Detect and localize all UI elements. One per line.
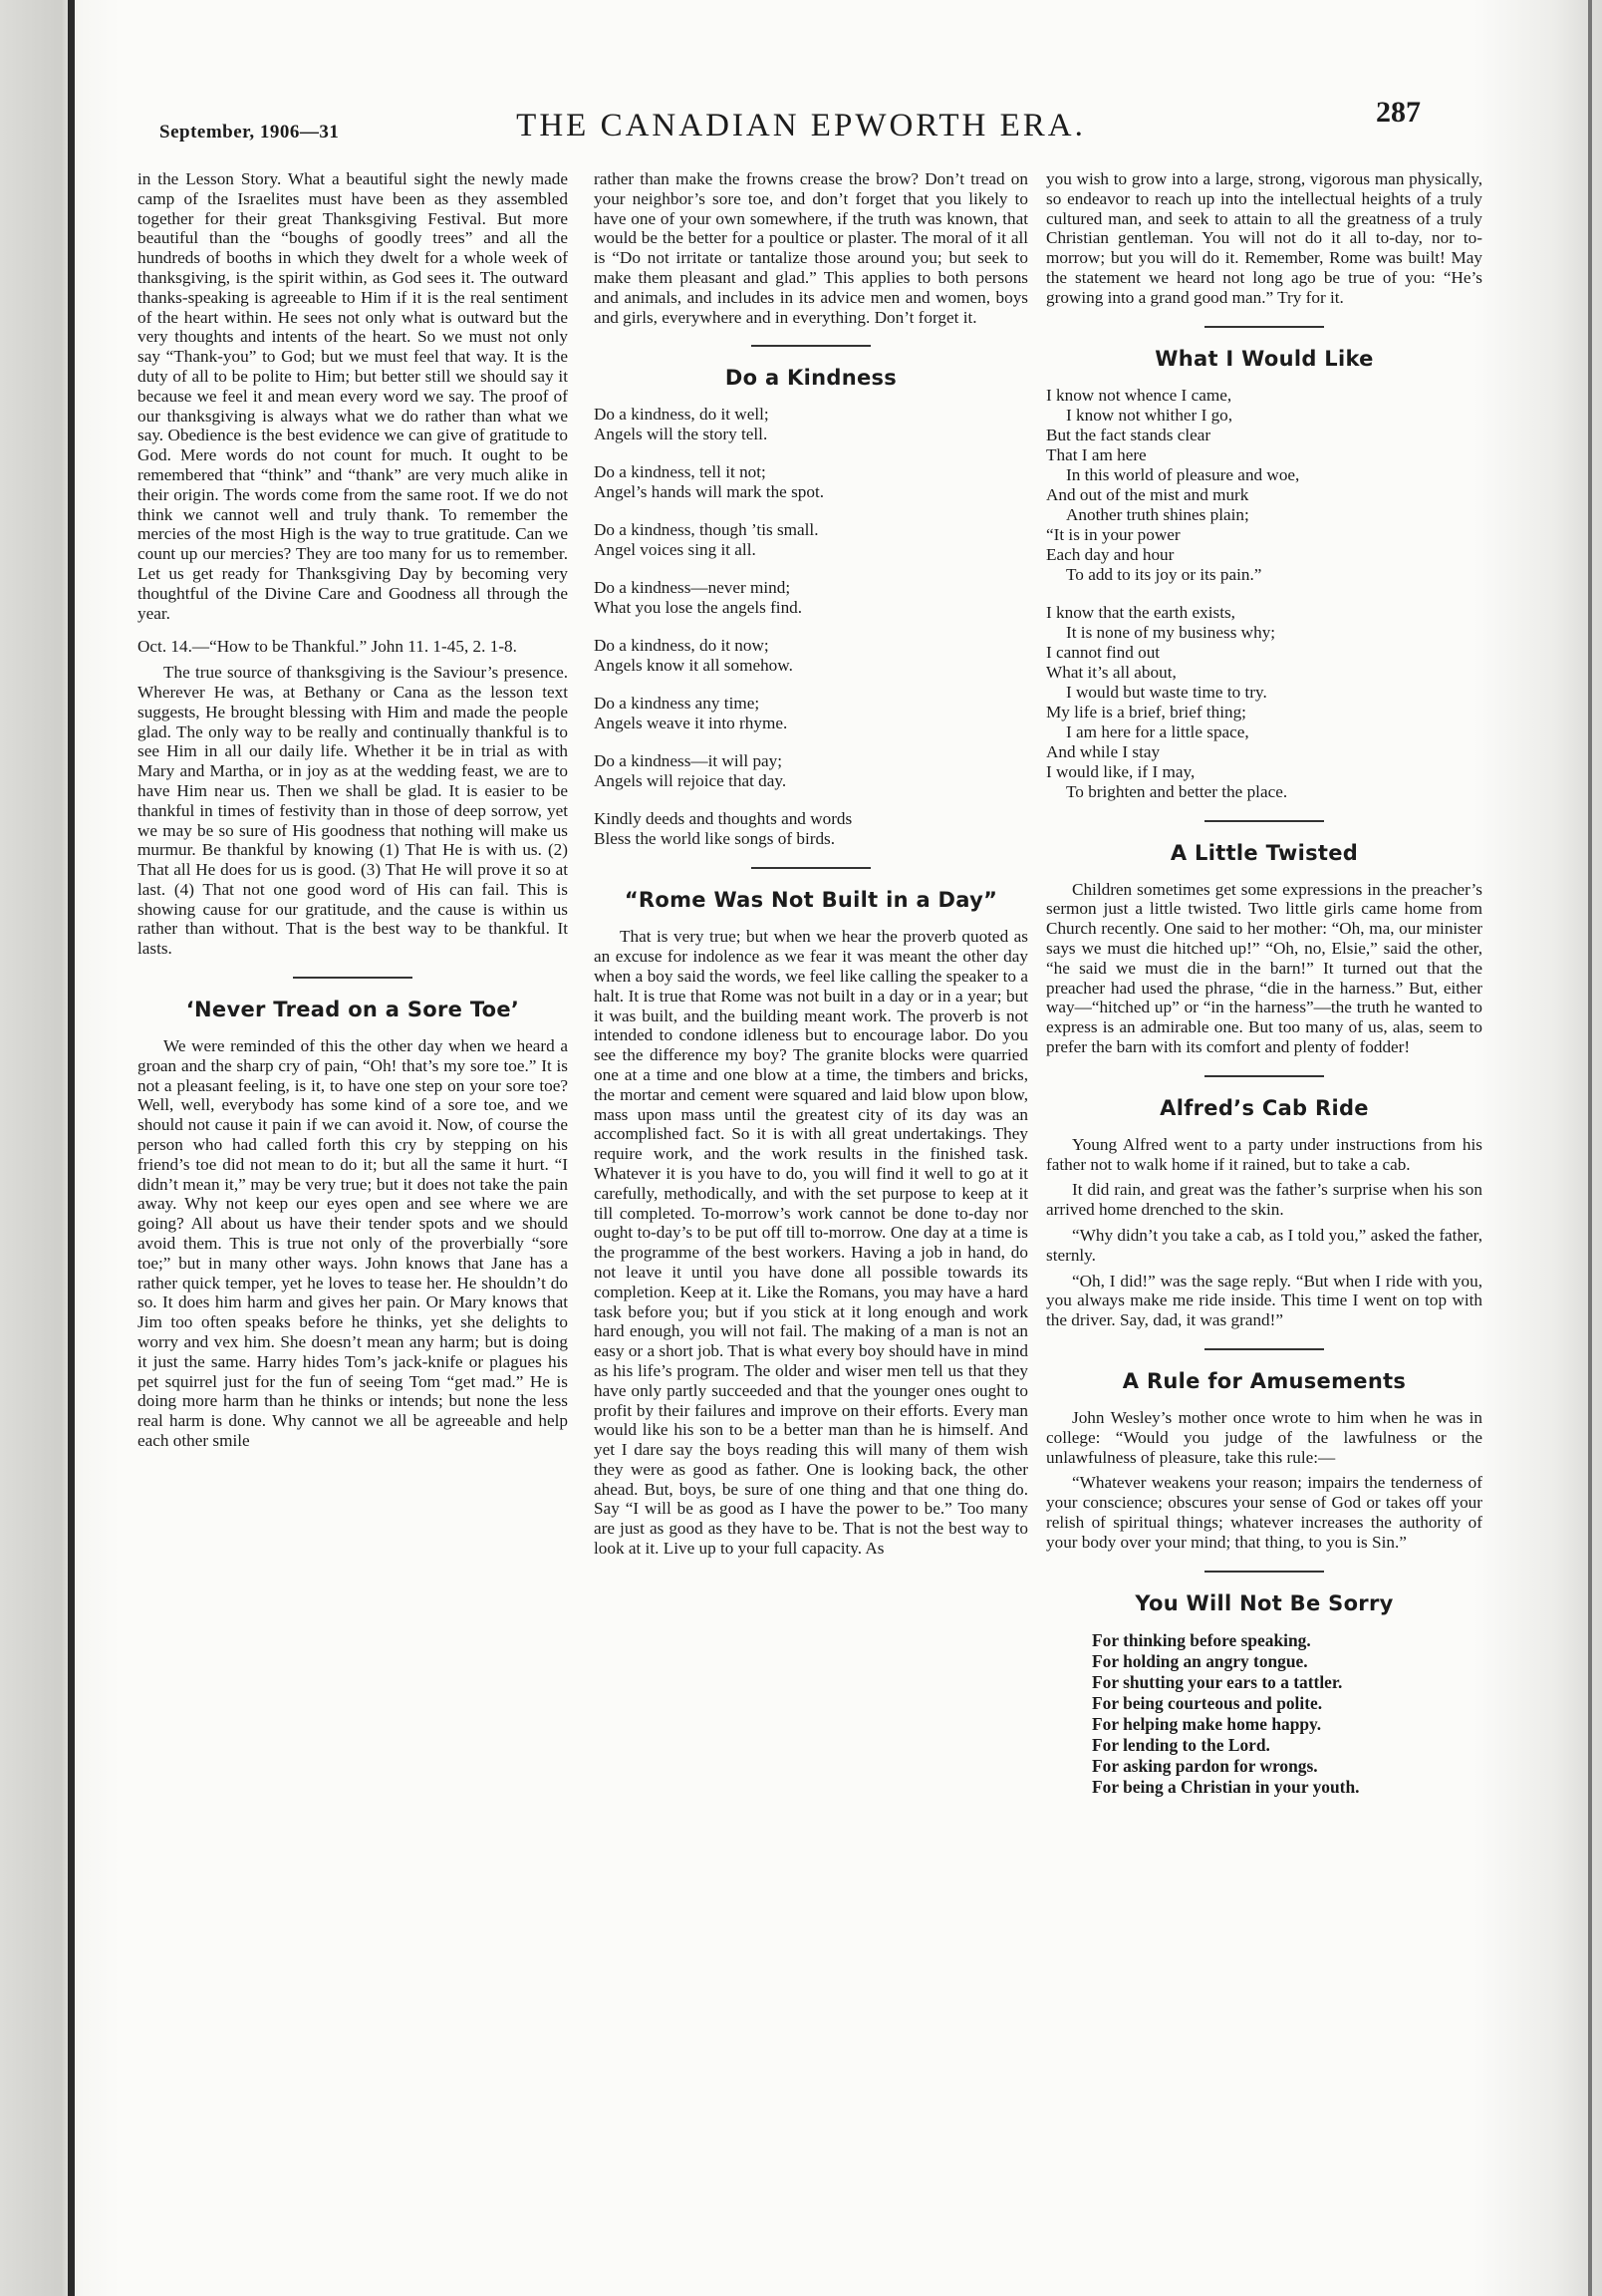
publication-title: THE CANADIAN EPWORTH ERA. <box>516 108 1086 144</box>
cab-paragraph: “Oh, I did!” was the sage reply. “But when I ride with you, you always make me ride inside. This time I went on top with the driver. Say, dad, it was grand!” <box>1046 1271 1482 1330</box>
poem-line: I know not whither I go, <box>1066 405 1233 425</box>
list-item: For being courteous and polite. <box>1092 1692 1323 1713</box>
poem-stanza <box>594 809 1028 849</box>
poem-line: Angels will the story tell. <box>594 425 768 444</box>
poem-line: And while I stay <box>1046 741 1161 761</box>
list-item: For lending to the Lord. <box>1092 1734 1270 1755</box>
issue-date: September, 1906—31 <box>159 122 340 143</box>
section-divider <box>1204 1348 1324 1350</box>
poem-line: “It is in your power <box>1046 524 1181 544</box>
list-item: For thinking before speaking. <box>1092 1629 1311 1650</box>
page-number: 287 <box>1376 96 1421 129</box>
page-edge <box>1588 0 1592 2296</box>
poem-line: My life is a brief, brief thing; <box>1046 702 1246 721</box>
binding-edge <box>68 0 75 2296</box>
lesson-heading: Oct. 14.—“How to be Thankful.” John 11. 1-45, 2. 1-8. <box>137 637 517 657</box>
poem-stanza <box>594 751 1028 791</box>
poem-line: Do a kindness, do it now; <box>594 636 769 656</box>
poem-line: I am here for a little space, <box>1066 721 1249 741</box>
poem-stanza <box>594 636 1028 676</box>
poem-stanza <box>594 694 1028 733</box>
poem-stanza <box>594 520 1028 560</box>
sore-toe-title: ‘Never Tread on a Sore Toe’ <box>185 998 520 1022</box>
poem-line: I would but waste time to try. <box>1066 682 1267 702</box>
poem-line: What you lose the angels find. <box>594 598 803 618</box>
kindness-poem <box>594 405 1028 849</box>
twisted-title: A Little Twisted <box>1170 840 1359 865</box>
poem-line: I cannot find out <box>1046 642 1161 662</box>
poem-line: What it’s all about, <box>1046 662 1177 682</box>
cab-paragraph: “Why didn’t you take a cab, as I told you,” asked the father, sternly. <box>1046 1225 1482 1265</box>
section-divider <box>751 345 871 347</box>
poem-stanza <box>594 462 1028 502</box>
poem-line: Do a kindness, tell it not; <box>594 462 766 482</box>
column-1 <box>137 169 568 1457</box>
column-2 <box>594 169 1028 1565</box>
poem-line: Bless the world like songs of birds. <box>594 829 836 849</box>
column-3 <box>1046 169 1482 1798</box>
cab-paragraph: It did rain, and great was the father’s surprise when his son arrived home drenched to the skin. <box>1046 1180 1482 1220</box>
amusements-paragraph: John Wesley’s mother once wrote to him when he was in college: “Would you judge of the lawfulness or the unlawfulness of pleasure, take this rule:— <box>1046 1407 1482 1467</box>
poem-line: Angels know it all somehow. <box>594 656 793 676</box>
list-item: For helping make home happy. <box>1092 1713 1322 1734</box>
poem-line: Kindly deeds and thoughts and words <box>594 809 853 829</box>
sore-toe-continued: rather than make the frowns crease the brow? Don’t tread on your neighbor’s sore toe, and don’t forget that you likely to have one of your own somewhere, if the truth was known, that would be the better for a poultice or plaster. The moral of it all is “Do not irritate or tantalize those around you; but seek to make them pleasant and glad.” This applies to both persons and animals, and includes in its advice men and women, boys and girls, everywhere and in everything. Don’t forget it. <box>594 169 1028 327</box>
poem-line: But the fact stands clear <box>1046 425 1211 444</box>
rome-continued: you wish to grow into a large, strong, vigorous man physically, so endeavor to reach up into the intellectual heights of a truly cultured man, and seek to attain to all the greatness of a truly Christian gentleman. You will not do it all to-day, nor to-morrow; but you will do it. Remember, Rome was built! May the statement we heard not long ago be true of you: “He’s growing into a grand good man.” Try for it. <box>1046 169 1482 307</box>
amusements-paragraph: “Whatever weakens your reason; impairs the tenderness of your conscience; obscures your sense of God or takes off your relish of spiritual things; whatever increases the authority of your body over your mind; that thing, to you is Sin.” <box>1046 1473 1482 1552</box>
poem-line: I know not whence I came, <box>1046 385 1232 405</box>
poem-stanza <box>1046 603 1482 802</box>
poem-line: Do a kindness, do it well; <box>594 405 769 425</box>
poem-stanza <box>594 405 1028 444</box>
poem-line: Angels weave it into rhyme. <box>594 714 788 733</box>
not-sorry-list <box>1046 1630 1482 1798</box>
poem-line: Angel voices sing it all. <box>594 540 756 560</box>
poem-line: I would like, if I may, <box>1046 761 1196 781</box>
poem-line: Another truth shines plain; <box>1066 504 1249 524</box>
poem-stanza <box>1046 386 1482 585</box>
lesson-paragraph: The true source of thanksgiving is the Saviour’s presence. Wherever He was, at Bethany or Cana as the lesson text suggests, He brought blessing with Him and made the people glad. The only way to be really and continually thankful is to see Him in all our daily life. Whether it be in trial as with Mary and Martha, or in joy as at the wedding feast, we are to have Him near us. Then we shall be glad. It is easier to be thankful in times of festivity than in those of deep sorrow, yet we may be so sure of His goodness that nothing will make us murmur. Be thankful by knowing (1) That He is with us. (2) That all He does for us is good. (3) That He will prove it so at last. (4) That not one good word of His can fail. This is showing cause for our gratitude, and the cause is within us rather than without. That is the best way to be thankful. It lasts. <box>137 663 568 959</box>
sore-toe-paragraph: We were reminded of this the other day when we heard a groan and the sharp cry of pain, “Oh! that’s my sore toe.” It is not a pleasant feeling, is it, to have one step on your sore toe? Well, well, everybody has some kind of a sore toe, and we should not cause it pain if we can avoid it. Now, of course the person who had called forth this cry by stepping on his friend’s toe did not mean to do it; but all the same it hurt. “I didn’t mean it,” may be very true; but it does not take the pain away. Why not keep our eyes open and see where we are going? All about us have their tender spots and we should avoid them. This is true not only of the proverbially “sore toe;” but in many other ways. John knows that Jane has a rather quick temper, yet he loves to tease her. He shouldn’t do so. It does him harm and gives her pain. Or Mary knows that Jim too often speaks before he thinks, yet she delights to worry and vex him. She doesn’t mean any harm; but is doing it just the same. Harry hides Tom’s jack-knife or plagues his pet squirrel just for the fun of seeing Tom “get mad.” He is doing more harm than he thinks or intends; but none the less real harm is done. Why cannot we all be agreeable and help each other smile <box>137 1036 568 1451</box>
section-divider <box>1204 1075 1324 1077</box>
poem-line: Do a kindness any time; <box>594 694 760 714</box>
kindness-title: Do a Kindness <box>724 366 898 391</box>
not-sorry-title: You Will Not Be Sorry <box>1135 1590 1394 1615</box>
poem-line: It is none of my business why; <box>1066 622 1276 642</box>
twisted-paragraph: Children sometimes get some expressions in the preacher’s sermon just a little twisted. Two little girls came home from Church recently. One said to her mother: “Oh, ma, our minister says we must die hitched up!” “Oh, no, Elsie,” said the other, “he said we must die in the barn!” It turned out that the preacher had used the phrase, “die in the harness.” But, either way—“hitched up” or “in the harness”—the truth he wanted to express is an admirable one. But too many of us, alas, seem to prefer the barn with its comfort and plenty of fodder! <box>1046 879 1482 1056</box>
rome-paragraph: That is very true; but when we hear the proverb quoted as an excuse for indolence as we fear it was meant the other day when a boy said the words, we feel like calling the speaker to a halt. It is true that Rome was not built in a day or in a year; but it was built, and the building meant work. The proverb is not intended to condone idleness but to encourage labor. Do you see the difference my boy? The granite blocks were quarried one at a time and one blow at a time, the timbers and bricks, the mortar and cement were squared and laid blow upon blow, mass upon mass until the greatest city of its day was an accomplished fact. So it is with all great undertakings. They require work, and the work results in the finished task. Whatever it is you have to do, you will find it well to go at it carefully, methodically, and with the set purpose to keep at it till completed. To-morrow’s work cannot be done to-day nor ought to-day’s to be put off till to-morrow. One day at a time is the programme of the best workers. Having a job in hand, do not leave it until you have done all possible towards its completion. Keep at it. Like the Romans, you may have a hard task before you; but if you stick at it long enough and work hard enough, you will not fail. The making of a man is not an easy or a short job. That is what every boy should have in mind as his life’s program. The older and wiser men tell us that they have only partly succeeded and that the younger ones ought to profit by their failures and improve on their efforts. Every man would like his son to be a better man than he is himself. And yet I dare say the boys reading this will many of them wish they were as good as father. One is looking back, the other ahead. But, boys, be sure of one thing and that one thing do. Say “I will be as good as I have the power to be.” Too many are just as good as they have to be. That is not the best way to look at it. Live up to your full capacity. As <box>594 927 1028 1559</box>
cab-ride-title: Alfred’s Cab Ride <box>1160 1095 1369 1120</box>
section-divider <box>1204 1571 1324 1573</box>
poem-line: And out of the mist and murk <box>1046 484 1249 504</box>
would-like-poem <box>1046 386 1482 802</box>
rome-title: “Rome Was Not Built in a Day” <box>624 888 998 913</box>
poem-line: I know that the earth exists, <box>1046 602 1235 622</box>
would-like-title: What I Would Like <box>1155 346 1374 371</box>
poem-line: To add to its joy or its pain.” <box>1066 564 1262 584</box>
poem-stanza <box>594 578 1028 618</box>
section-divider <box>1204 326 1324 328</box>
amusements-title: A Rule for Amusements <box>1122 1368 1407 1393</box>
section-divider <box>293 977 412 979</box>
list-item: For being a Christian in your youth. <box>1092 1776 1360 1797</box>
poem-line: To brighten and better the place. <box>1066 781 1288 801</box>
list-item: For holding an angry tongue. <box>1092 1650 1308 1671</box>
lesson-intro-paragraph: in the Lesson Story. What a beautiful sight the newly made camp of the Israelites must have been as they assembled together for their great Thanksgiving Festival. But more beautiful than the “boughs of goodly trees” and all the hundreds of booths in which they dwelt for a whole week of thanksgiving, is the spirit within, as God sees it. The outward thanks-speaking is agreeable to Him if it is the real sentiment of the heart within. He sees not only what is outward but the very thoughts and intents of the heart. So we must not only say “Thank-you” to God; but we must feel that way. It is the duty of all to be polite to Him; but better still we should say it because we feel it and mean every word we say. The proof of our thanksgiving is always what we do rather than what we say. Obedience is the best evidence we can give of gratitude to God. Mere words do not count for much. It ought to be remembered that “think” and “thank” are very much alike in their origin. The words come from the same root. If we do not think we cannot well and truly thank. To remember the mercies of the most High is the way to true gratitude. Can we count up our mercies? They are too many for us to remember. Let us get ready for Thanksgiving Day by becoming very thoughtful of the Divine Care and Goodness all through the year. <box>137 169 568 623</box>
poem-line: Do a kindness—never mind; <box>594 578 791 598</box>
poem-line: In this world of pleasure and woe, <box>1066 464 1300 484</box>
section-divider <box>1204 820 1324 822</box>
list-item: For asking pardon for wrongs. <box>1092 1755 1318 1776</box>
cab-paragraph: Young Alfred went to a party under instructions from his father not to walk home if it rained, but to take a cab. <box>1046 1134 1482 1174</box>
poem-line: Do a kindness—it will pay; <box>594 751 783 771</box>
section-divider <box>751 867 871 869</box>
poem-line: Angel’s hands will mark the spot. <box>594 482 825 502</box>
poem-line: Angels will rejoice that day. <box>594 771 787 791</box>
list-item: For shutting your ears to a tattler. <box>1092 1671 1343 1692</box>
poem-line: That I am here <box>1046 444 1147 464</box>
poem-line: Each day and hour <box>1046 544 1175 564</box>
poem-line: Do a kindness, though ’tis small. <box>594 520 819 540</box>
